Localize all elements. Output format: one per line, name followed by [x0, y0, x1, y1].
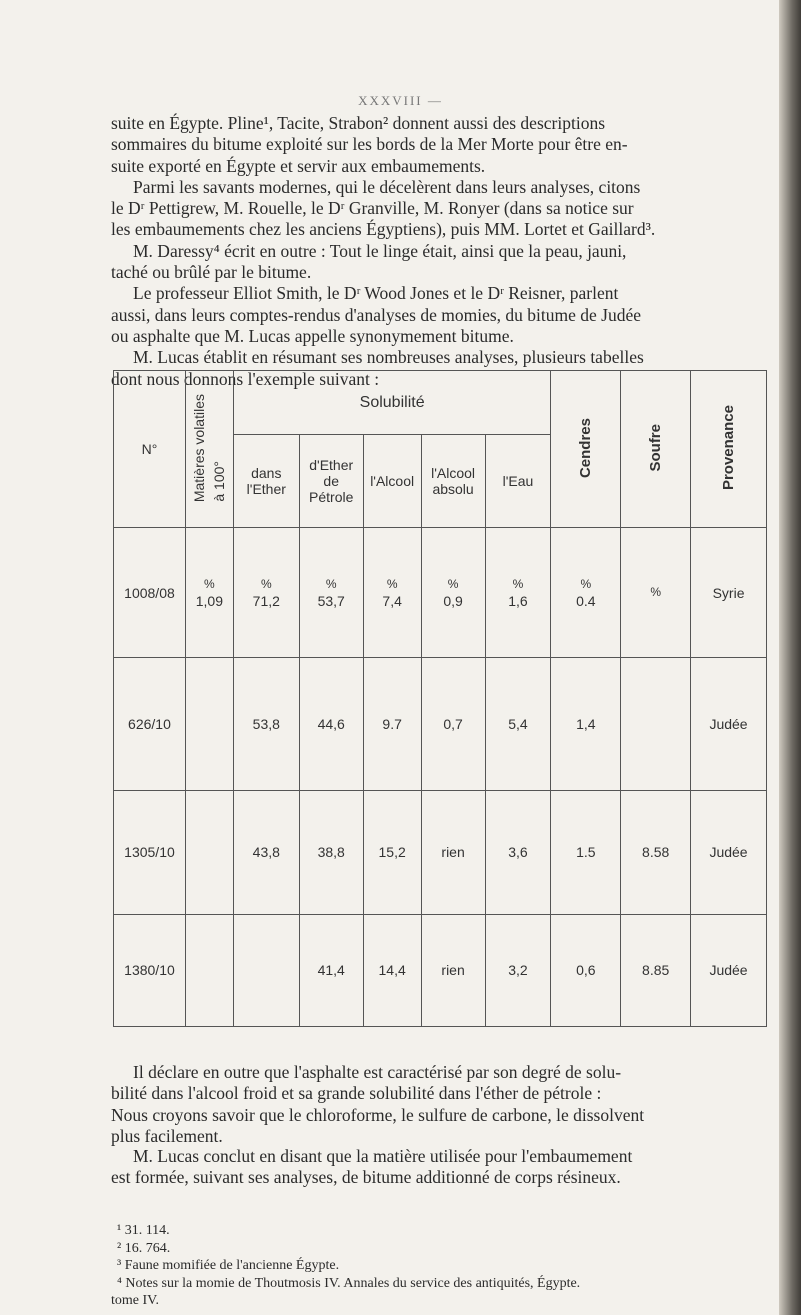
- header-sub-alcool: l'Alcool: [363, 435, 421, 528]
- cell-volatiles: [185, 528, 233, 657]
- header-cendres-label: Cendres: [577, 417, 595, 478]
- unit-label: %: [204, 576, 215, 591]
- cell-provenance: Syrie: [691, 528, 767, 657]
- cell-soufre: 8.85: [621, 914, 691, 1026]
- cell-cendres: 1,4: [551, 657, 621, 790]
- cell-soufre: 8.58: [621, 791, 691, 915]
- text-line: Parmi les savants modernes, qui le décelèrent dans leurs analyses, citons: [133, 176, 641, 197]
- unit-label: %: [386, 576, 398, 591]
- cell-cendres: [551, 528, 621, 657]
- cell-alcool-absolu: [421, 528, 485, 657]
- header-volatiles: [185, 371, 233, 528]
- footnote: ¹ 31. 114.: [117, 1223, 170, 1238]
- table-row: [114, 528, 767, 657]
- unit-label: %: [580, 576, 592, 591]
- header-no: N°: [114, 371, 186, 528]
- text-line: suite exporté en Égypte et servir aux embaumements.: [111, 155, 486, 176]
- header-cendres: [551, 371, 621, 528]
- text-line: suite en Égypte. Pline¹, Tacite, Strabon² donnent aussi des descriptions: [111, 113, 605, 133]
- text-line: Il déclare en outre que l'asphalte est caractérisé par son degré de solu-: [133, 1062, 622, 1082]
- cell-soufre: [621, 528, 691, 657]
- page-header: XXXVIII —: [358, 93, 443, 108]
- solubility-paragraph: [111, 1062, 771, 1147]
- unit-label: %: [650, 584, 661, 599]
- cell-no: 1008/08: [114, 528, 186, 657]
- table-row: [114, 791, 767, 915]
- header-sub-petrole: d'Ether de Pétrole: [299, 435, 363, 528]
- cell-alcool-absolu: 0,7: [421, 657, 485, 790]
- footnote: ³ Faune momifiée de l'ancienne Égypte.: [117, 1258, 340, 1273]
- footnote: ² 16. 764.: [117, 1240, 171, 1256]
- header-provenance-label: Provenance: [720, 405, 738, 491]
- page-edge-shadow: [779, 0, 801, 1315]
- footnote: tome IV.: [111, 1293, 159, 1308]
- text-line: Le professeur Elliot Smith, le Dʳ Wood Jones et le Dʳ Reisner, parlent: [133, 283, 619, 304]
- header-provenance: [691, 371, 767, 528]
- cell-provenance: Judée: [691, 791, 767, 915]
- cell-value: 0,9: [443, 592, 463, 609]
- cell-cendres: 1.5: [551, 791, 621, 915]
- cell-eau: [485, 528, 551, 657]
- header-solubilite: Solubilité: [233, 371, 551, 435]
- cell-alcool: 15,2: [363, 791, 421, 915]
- cell-volatiles: [185, 914, 233, 1026]
- cell-provenance: Judée: [691, 914, 767, 1026]
- cell-petrole: 38,8: [299, 791, 363, 915]
- text-line: plus facilement.: [111, 1125, 223, 1146]
- text-line: M. Daressy⁴ écrit en outre : Tout le linge était, ainsi que la peau, jauni,: [133, 240, 627, 261]
- cell-provenance: Judée: [691, 657, 767, 790]
- footnote: ⁴ Notes sur la momie de Thoutmosis IV. Annales du service des antiquités, Égypte.: [117, 1275, 581, 1291]
- text-line: dont nous donnons l'exemple suivant :: [111, 368, 380, 389]
- cell-ether: 53,8: [233, 657, 299, 790]
- table-row: [114, 914, 767, 1026]
- header-sub-alcool-absolu: l'Alcool absolu: [421, 435, 485, 528]
- footnotes: [111, 1222, 776, 1310]
- cell-soufre: [621, 657, 691, 790]
- text-line: taché ou brûlé par le bitume.: [111, 262, 312, 283]
- cell-petrole: 44,6: [299, 657, 363, 790]
- text-line: les embaumements chez les anciens Égyptiens), puis MM. Lortet et Gaillard³.: [111, 219, 656, 240]
- cell-eau: 5,4: [485, 657, 551, 790]
- header-sub-ether: dans l'Ether: [233, 435, 299, 528]
- text-line: M. Lucas établit en résumant ses nombreuses analyses, plusieurs tabelles: [133, 347, 644, 368]
- cell-alcool: [363, 528, 421, 657]
- cell-no: 1305/10: [114, 791, 186, 915]
- text-line: ou asphalte que M. Lucas appelle synonymement bitume.: [111, 325, 514, 346]
- text-line: aussi, dans leurs comptes-rendus d'analyses de momies, du bitume de Judée: [111, 304, 641, 325]
- cell-volatiles: [185, 657, 233, 790]
- text-line: sommaires du bitume exploité sur les bords de la Mer Morte pour être en-: [111, 134, 628, 155]
- text-line: bilité dans l'alcool froid et sa grande solubilité dans l'éther de pétrole :: [111, 1083, 602, 1104]
- header-volatiles-label: Matières volatiles: [191, 393, 208, 502]
- unit-label: %: [260, 576, 272, 591]
- cell-value: 1,09: [195, 592, 223, 609]
- cell-volatiles: [185, 791, 233, 915]
- cell-ether: [233, 528, 299, 657]
- table-row: [114, 657, 767, 790]
- cell-no: 626/10: [114, 657, 186, 790]
- text-line: le Dʳ Pettigrew, M. Rouelle, le Dʳ Granville, M. Ronyer (dans sa notice sur: [111, 198, 634, 219]
- unit-label: %: [325, 576, 337, 591]
- cell-ether: 43,8: [233, 791, 299, 915]
- unit-label: %: [512, 576, 524, 591]
- cell-value: 1,6: [508, 592, 528, 609]
- header-sub-eau: l'Eau: [485, 435, 551, 528]
- unit-label: %: [447, 576, 459, 591]
- conclusion-paragraph: [111, 1146, 771, 1189]
- cell-alcool: 9.7: [363, 657, 421, 790]
- cell-eau: 3,6: [485, 791, 551, 915]
- cell-ether: [233, 914, 299, 1026]
- cell-value: 71,2: [252, 592, 280, 609]
- cell-value: 7,4: [382, 592, 402, 609]
- cell-value: 53,7: [317, 592, 345, 609]
- cell-alcool-absolu: rien: [421, 914, 485, 1026]
- cell-no: 1380/10: [114, 914, 186, 1026]
- cell-eau: 3,2: [485, 914, 551, 1026]
- cell-value: 0.4: [576, 592, 596, 609]
- header-soufre: [621, 371, 691, 528]
- header-volatiles-temp: à 100°: [211, 461, 228, 502]
- cell-alcool-absolu: rien: [421, 791, 485, 915]
- text-line: M. Lucas conclut en disant que la matière utilisée pour l'embaumement: [133, 1146, 633, 1166]
- text-line: Nous croyons savoir que le chloroforme, le sulfure de carbone, le dissolvent: [111, 1104, 645, 1125]
- header-soufre-label: Soufre: [647, 423, 665, 472]
- cell-petrole: 41,4: [299, 914, 363, 1026]
- intro-paragraph: [111, 113, 771, 390]
- cell-cendres: 0,6: [551, 914, 621, 1026]
- analysis-table: [113, 370, 767, 1027]
- cell-petrole: [299, 528, 363, 657]
- text-line: est formée, suivant ses analyses, de bitume additionné de corps résineux.: [111, 1167, 621, 1188]
- cell-alcool: 14,4: [363, 914, 421, 1026]
